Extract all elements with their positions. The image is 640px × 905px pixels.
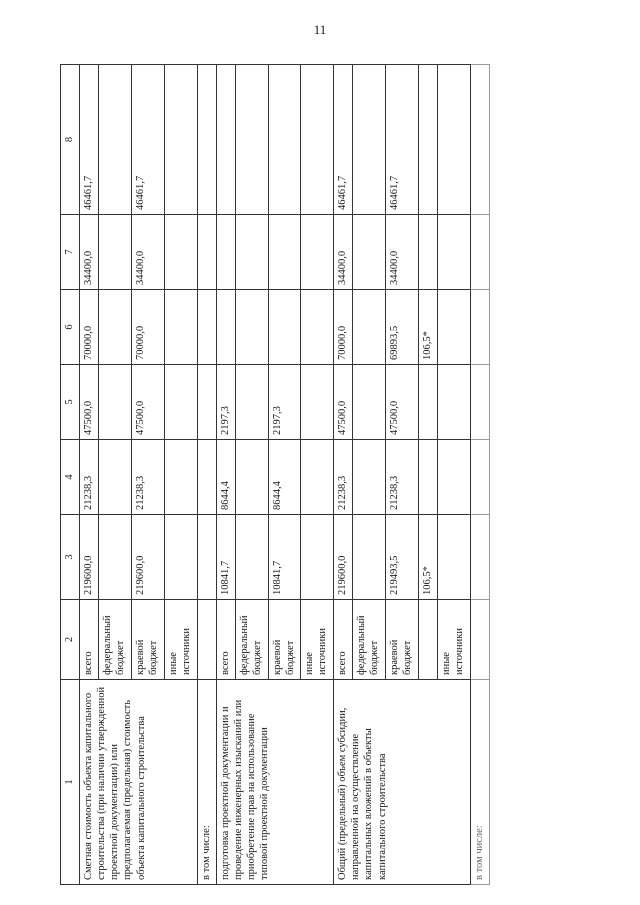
value-cell-v8: 46461,7: [386, 65, 419, 215]
value-cell-v3: 106,5*: [418, 515, 437, 600]
column-header-1: 1: [61, 680, 80, 885]
value-cell-v3: 219600,0: [80, 515, 99, 600]
value-cell-v5: [197, 365, 216, 440]
value-cell-v4: 21238,3: [334, 440, 353, 515]
value-cell-v7: [99, 215, 132, 290]
page-number: 11: [313, 22, 327, 37]
value-cell-v7: 34400,0: [80, 215, 99, 290]
value-cell-v5: [301, 365, 334, 440]
value-cell-v6: [235, 290, 268, 365]
value-cell-v4: 21238,3: [131, 440, 164, 515]
value-cell-v8: [470, 65, 489, 215]
column-header-7: 7: [61, 215, 80, 290]
value-cell-v6: [470, 290, 489, 365]
value-cell-v4: [197, 440, 216, 515]
value-cell-v6: 70000,0: [131, 290, 164, 365]
table-row: [470, 65, 489, 885]
value-cell-v5: [99, 365, 132, 440]
value-cell-v7: [353, 215, 386, 290]
value-cell-v5: 47500,0: [334, 365, 353, 440]
value-cell-v8: [216, 65, 235, 215]
value-cell-v4: 8644,4: [268, 440, 301, 515]
value-cell-v8: 46461,7: [80, 65, 99, 215]
source-cell: иные источники: [301, 600, 334, 680]
value-cell-v6: 70000,0: [334, 290, 353, 365]
table-row: [334, 65, 353, 885]
source-cell: иные источники: [437, 600, 470, 680]
value-cell-v5: [418, 365, 437, 440]
value-cell-v5: 47500,0: [80, 365, 99, 440]
source-cell: краевой бюджет: [131, 600, 164, 680]
value-cell-v8: [235, 65, 268, 215]
value-cell-v3: [437, 515, 470, 600]
value-cell-v4: [301, 440, 334, 515]
value-cell-v3: [235, 515, 268, 600]
value-cell-v3: 219600,0: [334, 515, 353, 600]
value-cell-v6: 106,5*: [418, 290, 437, 365]
source-cell: всего: [334, 600, 353, 680]
column-header-2: 2: [61, 600, 80, 680]
column-header-8: 8: [61, 65, 80, 215]
value-cell-v3: [301, 515, 334, 600]
source-cell: [197, 600, 216, 680]
value-cell-v4: [99, 440, 132, 515]
row-label: в том числе:: [470, 680, 489, 885]
row-label: в том числе:: [197, 680, 216, 885]
value-cell-v7: 34400,0: [386, 215, 419, 290]
value-cell-v8: 46461,7: [131, 65, 164, 215]
value-cell-v3: 10841,7: [268, 515, 301, 600]
value-cell-v6: [164, 290, 197, 365]
budget-table: [60, 64, 490, 885]
header-row: [61, 65, 80, 885]
column-header-6: 6: [61, 290, 80, 365]
source-cell: всего: [216, 600, 235, 680]
value-cell-v8: [268, 65, 301, 215]
value-cell-v8: [99, 65, 132, 215]
value-cell-v7: [197, 215, 216, 290]
value-cell-v8: 46461,7: [334, 65, 353, 215]
table-body: [80, 65, 490, 885]
source-cell: федеральный бюджет: [235, 600, 268, 680]
source-cell: краевой бюджет: [268, 600, 301, 680]
value-cell-v3: 219493,5: [386, 515, 419, 600]
value-cell-v7: [235, 215, 268, 290]
value-cell-v4: [235, 440, 268, 515]
table-row: [197, 65, 216, 885]
row-label: Сметная стоимость объекта капитального строительства (при наличии утвержденной проектной документации) или предполагаемая (предельная) стоимость объекта капитального строительства: [80, 680, 198, 885]
value-cell-v6: [437, 290, 470, 365]
value-cell-v6: [197, 290, 216, 365]
value-cell-v5: [235, 365, 268, 440]
source-cell: всего: [80, 600, 99, 680]
value-cell-v3: [164, 515, 197, 600]
value-cell-v4: [353, 440, 386, 515]
value-cell-v7: [418, 215, 437, 290]
value-cell-v3: 10841,7: [216, 515, 235, 600]
value-cell-v7: 34400,0: [131, 215, 164, 290]
value-cell-v6: [301, 290, 334, 365]
value-cell-v4: [418, 440, 437, 515]
source-cell: [470, 600, 489, 680]
source-cell: краевой бюджет: [386, 600, 419, 680]
value-cell-v5: 2197,3: [216, 365, 235, 440]
value-cell-v7: [268, 215, 301, 290]
value-cell-v5: [164, 365, 197, 440]
source-cell: федеральный бюджет: [99, 600, 132, 680]
table-row: [216, 65, 235, 885]
value-cell-v6: [353, 290, 386, 365]
value-cell-v5: 47500,0: [131, 365, 164, 440]
value-cell-v3: [353, 515, 386, 600]
column-header-4: 4: [61, 440, 80, 515]
value-cell-v6: 70000,0: [80, 290, 99, 365]
value-cell-v8: [197, 65, 216, 215]
value-cell-v7: [470, 215, 489, 290]
value-cell-v8: [301, 65, 334, 215]
column-header-5: 5: [61, 365, 80, 440]
value-cell-v4: [470, 440, 489, 515]
source-cell: федеральный бюджет: [353, 600, 386, 680]
value-cell-v7: [164, 215, 197, 290]
value-cell-v6: [99, 290, 132, 365]
value-cell-v5: [470, 365, 489, 440]
rotated-table-container: [60, 65, 490, 885]
row-label: Общий (предельный) объем субсидии, направленной на осуществление капитальных вложений в объекты капитального строительства: [334, 680, 471, 885]
value-cell-v6: [216, 290, 235, 365]
value-cell-v8: [418, 65, 437, 215]
value-cell-v3: 219600,0: [131, 515, 164, 600]
table-row: [80, 65, 99, 885]
value-cell-v8: [164, 65, 197, 215]
value-cell-v7: [437, 215, 470, 290]
value-cell-v4: [164, 440, 197, 515]
row-label: подготовка проектной документации и проведение инженерных изысканий или приобретение прав на использование типовой проектной документации: [216, 680, 334, 885]
value-cell-v6: 69893,5: [386, 290, 419, 365]
value-cell-v3: [99, 515, 132, 600]
value-cell-v5: 47500,0: [386, 365, 419, 440]
source-cell: иные источники: [164, 600, 197, 680]
value-cell-v7: [216, 215, 235, 290]
value-cell-v4: 8644,4: [216, 440, 235, 515]
value-cell-v7: [301, 215, 334, 290]
value-cell-v6: [268, 290, 301, 365]
value-cell-v5: [437, 365, 470, 440]
column-header-3: 3: [61, 515, 80, 600]
value-cell-v3: [197, 515, 216, 600]
source-cell: [418, 600, 437, 680]
value-cell-v5: 2197,3: [268, 365, 301, 440]
value-cell-v4: [437, 440, 470, 515]
value-cell-v4: 21238,3: [386, 440, 419, 515]
value-cell-v8: [437, 65, 470, 215]
value-cell-v4: 21238,3: [80, 440, 99, 515]
value-cell-v7: 34400,0: [334, 215, 353, 290]
value-cell-v3: [470, 515, 489, 600]
value-cell-v8: [353, 65, 386, 215]
value-cell-v5: [353, 365, 386, 440]
